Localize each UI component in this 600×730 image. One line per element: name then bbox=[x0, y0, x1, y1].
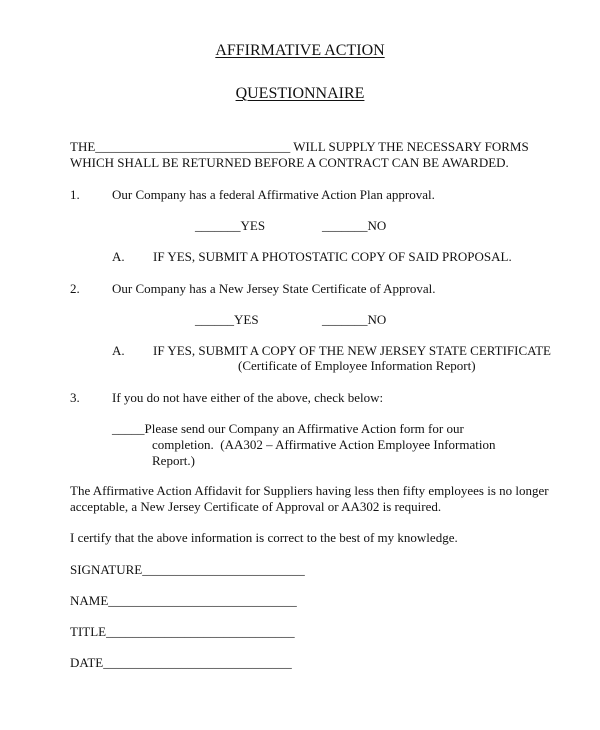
item-3-option-line-3: Report.) bbox=[152, 453, 195, 468]
item-2-sub-text-2: (Certificate of Employee Information Report) bbox=[238, 358, 476, 373]
name-field[interactable]: NAME_____________________________ bbox=[70, 593, 297, 608]
title-field[interactable]: TITLE_____________________________ bbox=[70, 624, 295, 639]
document-subtitle: QUESTIONNAIRE bbox=[235, 85, 365, 102]
item-3-text: If you do not have either of the above, check below: bbox=[112, 390, 384, 405]
item-1-number: 1. bbox=[70, 187, 80, 202]
intro-line-1: THE______________________________ WILL SUPPLY THE NECESSARY FORMS bbox=[70, 139, 529, 154]
date-field[interactable]: DATE_____________________________ bbox=[70, 655, 292, 670]
note-line-1: The Affirmative Action Affidavit for Suppliers having less then fifty employees is no longer bbox=[70, 483, 549, 498]
item-2-no-field[interactable]: _______NO bbox=[322, 312, 387, 327]
item-2-number: 2. bbox=[70, 281, 80, 296]
item-1-sub-text: IF YES, SUBMIT A PHOTOSTATIC COPY OF SAID PROPOSAL. bbox=[153, 249, 512, 264]
document-title: AFFIRMATIVE ACTION bbox=[215, 42, 385, 59]
item-1-yes-field[interactable]: _______YES bbox=[195, 218, 266, 233]
item-3-option-line-1[interactable]: _____Please send our Company an Affirmative Action form for our bbox=[112, 421, 464, 436]
item-3-number: 3. bbox=[70, 390, 80, 405]
item-2-text: Our Company has a New Jersey State Certificate of Approval. bbox=[112, 281, 436, 296]
item-3-option-line-2: completion. (AA302 – Affirmative Action Employee Information bbox=[152, 437, 496, 452]
signature-field[interactable]: SIGNATURE_________________________ bbox=[70, 562, 305, 577]
item-2-sub-text: IF YES, SUBMIT A COPY OF THE NEW JERSEY STATE CERTIFICATE bbox=[153, 343, 551, 358]
note-line-2: acceptable, a New Jersey Certificate of Approval or AA302 is required. bbox=[70, 499, 442, 514]
item-2-yes-field[interactable]: ______YES bbox=[195, 312, 259, 327]
item-1-text: Our Company has a federal Affirmative Action Plan approval. bbox=[112, 187, 435, 202]
certify-statement: I certify that the above information is correct to the best of my knowledge. bbox=[70, 530, 458, 545]
item-2-sub-letter: A. bbox=[112, 343, 125, 358]
item-1-no-field[interactable]: _______NO bbox=[322, 218, 387, 233]
item-1-sub-letter: A. bbox=[112, 249, 125, 264]
intro-line-2: WHICH SHALL BE RETURNED BEFORE A CONTRACT CAN BE AWARDED. bbox=[70, 155, 509, 170]
